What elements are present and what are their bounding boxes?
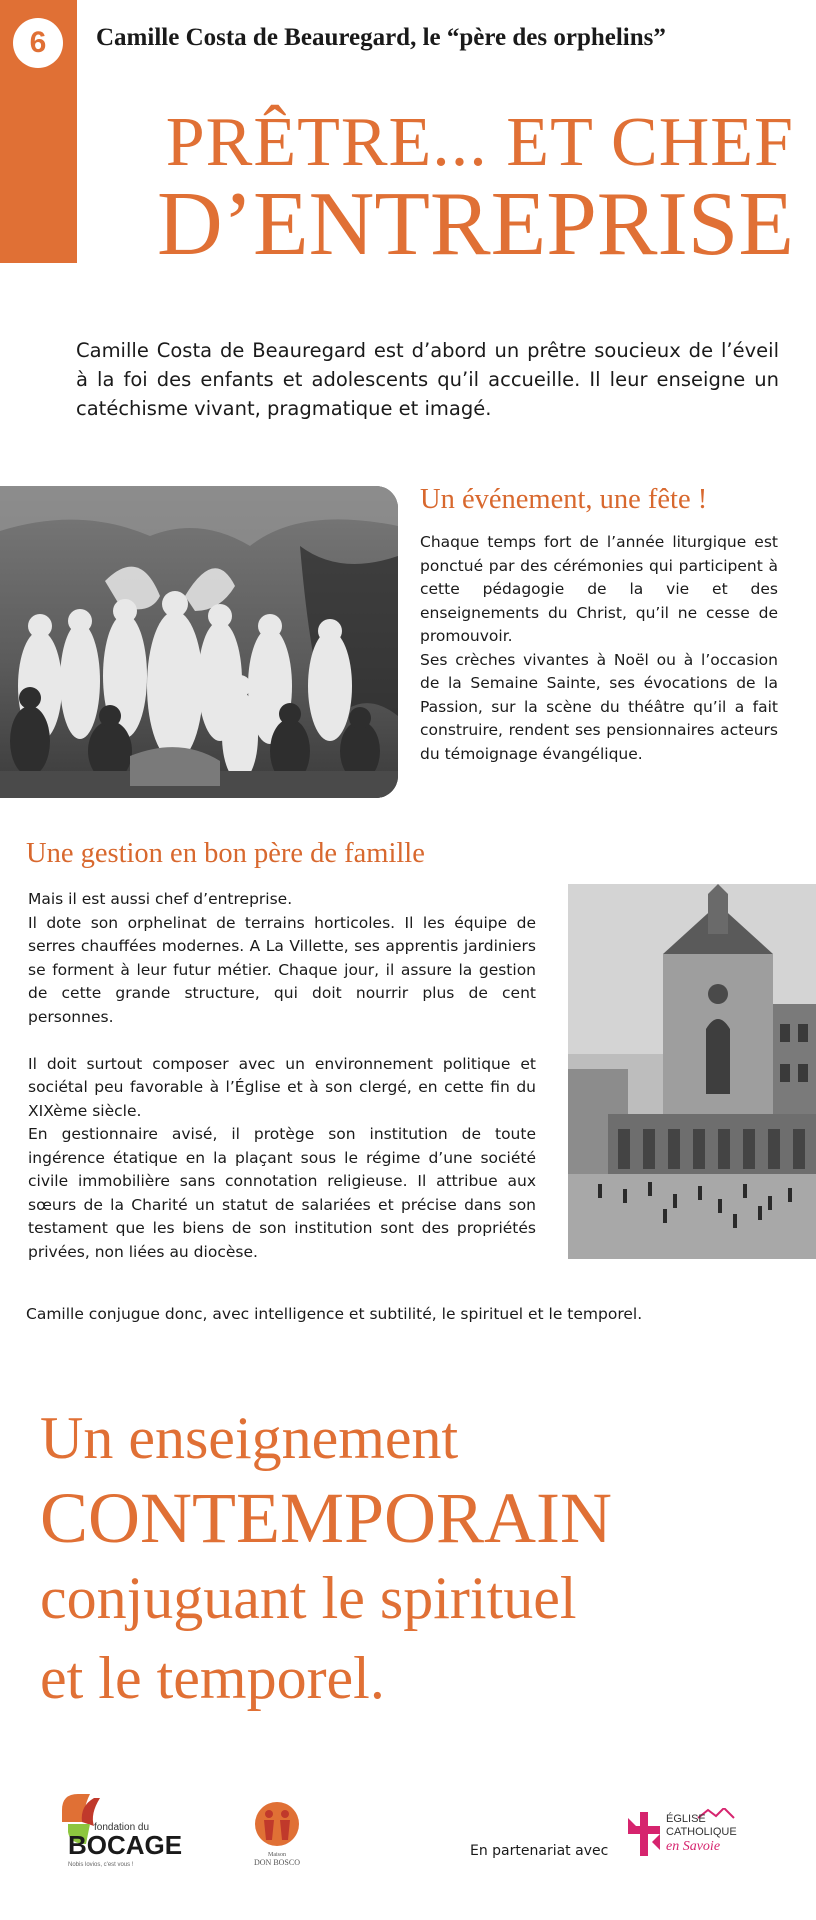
svg-text:ÉGLISE: ÉGLISE xyxy=(666,1813,706,1825)
panel-number-badge xyxy=(13,18,63,68)
tagline-line4: et le temporel. xyxy=(40,1645,385,1711)
section-management-paragraph: Il doit surtout composer avec un environnement politique et sociétal peu favorable à l’Église et à son clergé, en cette fin du XIXème siècle. xyxy=(28,1054,536,1120)
paragraph-spacer xyxy=(28,1029,536,1053)
panel-number: 6 xyxy=(29,26,47,59)
intro-paragraph: Camille Costa de Beauregard est d’abord un prêtre soucieux de l’éveil à la foi des enfants et adolescents qu’il accueille. Il leur enseigne un catéchisme vivant, pragmatique et imagé. xyxy=(76,339,779,420)
tagline-line2: CONTEMPORAIN xyxy=(40,1478,613,1558)
svg-text:CATHOLIQUE: CATHOLIQUE xyxy=(666,1826,737,1838)
section-event-body xyxy=(420,531,778,766)
partnership-label: En partenariat avec xyxy=(470,1843,609,1859)
page-title-line2: D’ENTREPRISE xyxy=(157,173,794,274)
section-management-paragraph: Mais il est aussi chef d’entreprise. xyxy=(28,890,293,908)
tagline-line1: Un enseignement xyxy=(40,1405,459,1471)
orphanage-building-photo xyxy=(568,884,816,1259)
page-title-line1: PRÊTRE... ET CHEF xyxy=(165,104,794,181)
svg-text:en Savoie: en Savoie xyxy=(666,1839,721,1854)
maison-don-bosco-logo xyxy=(242,1800,312,1870)
fondation-bocage-logo xyxy=(60,1792,210,1872)
conclusion-sentence: Camille conjugue donc, avec intelligence et subtilité, le spirituel et le temporel. xyxy=(26,1305,643,1323)
section-heading-management: Une gestion en bon père de famille xyxy=(26,838,425,869)
section-event-paragraph: Ses crèches vivantes à Noël ou à l’occasion de la Semaine Sainte, ses évocations de la Passion, sur la scène du théâtre qu’il a fait construire, rendent ses pensionnaires acteurs du témoignage évangélique. xyxy=(420,650,778,763)
nativity-play-photo xyxy=(0,486,398,798)
section-heading-event: Un événement, une fête ! xyxy=(420,484,708,515)
svg-text:fondation du: fondation du xyxy=(94,1822,150,1833)
tagline-line3: conjuguant le spirituel xyxy=(40,1565,577,1631)
svg-text:DON BOSCO: DON BOSCO xyxy=(253,1858,301,1867)
eglise-catholique-savoie-logo xyxy=(628,1808,758,1864)
section-management-paragraph: En gestionnaire avisé, il protège son institution de toute ingérence étatique en la plaçant sous le régime d’une société civile immobilière sans connotation religieuse. Il attribue aux sœurs de la Charité un statut de salariées et précise dans son testament que les biens de son institution sont des propriétés privées, non liées au diocèse. xyxy=(28,1125,536,1261)
header-subtitle: Camille Costa de Beauregard, le “père des orphelins” xyxy=(96,24,666,51)
svg-text:Nobis lovios, c'est vous !: Nobis lovios, c'est vous ! xyxy=(68,1862,134,1868)
svg-text:BOCAGE: BOCAGE xyxy=(68,1830,183,1860)
section-management-paragraph: Il dote son orphelinat de terrains horticoles. Il les équipe de serres chauffées modernes. A La Villette, ses apprentis jardiniers se forment à leur futur métier. Chaque jour, il assure la gestion de cette grande structure, qui doit nourrir plus de cent personnes. xyxy=(28,913,536,1026)
section-management-body xyxy=(28,888,536,1264)
section-event-paragraph: Chaque temps fort de l’année liturgique est ponctué par des cérémonies qui participent à cette pédagogie de la vie et des enseignements du Christ, qu’il ne cesse de promouvoir. xyxy=(420,533,778,645)
svg-text:Maison: Maison xyxy=(268,1852,286,1858)
